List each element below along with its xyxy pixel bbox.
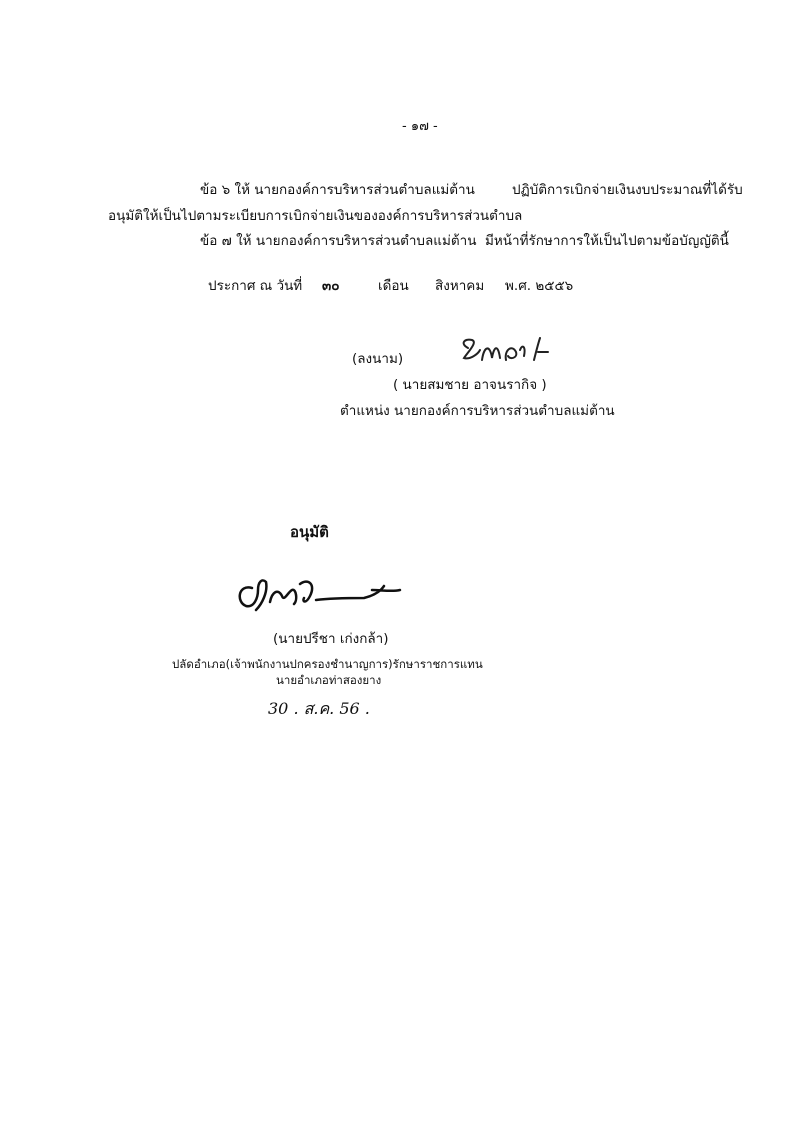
page-number: - ๑๗ - [402,119,438,134]
clause-7-part1: ข้อ ๗ ให้ นายกองค์การบริหารส่วนตำบลแม่ต้าน [200,233,477,249]
signature-approver [232,568,402,618]
approver-position-line2: นายอำเภอท่าสองยาง [276,673,382,687]
approver-position-line1: ปลัดอำเภอ(เจ้าพนักงานปกครองชำนาญการ)รักษาราชการแทน [172,657,483,671]
announcement-month: สิงหาคม [435,278,485,294]
handwritten-date: 30 . ส.ค. 56 . [268,699,370,718]
signatory-position: ตำแหน่ง นายกองค์การบริหารส่วนตำบลแม่ต้าน [340,403,615,419]
announcement-year: พ.ศ. ๒๕๕๖ [505,278,574,294]
signature-mayor [458,330,558,372]
clause-6-line1-part1: ข้อ ๖ ให้ นายกองค์การบริหารส่วนตำบลแม่ต้าน [200,182,475,198]
signatory-name: ( นายสมชาย อาจนรากิจ ) [393,377,547,393]
sign-label: (ลงนาม) [352,351,404,367]
announcement-prefix: ประกาศ ณ วันที่ [208,278,303,294]
clause-6-line1-part2: ปฏิบัติการเบิกจ่ายเงินงบประมาณที่ได้รับ [512,182,743,198]
approver-name: (นายปรีชา เก่งกล้า) [273,631,389,647]
clause-6-line2: อนุมัติให้เป็นไปตามระเบียบการเบิกจ่ายเงินขององค์การบริหารส่วนตำบล [108,208,523,224]
clause-7-part2: มีหน้าที่รักษาการให้เป็นไปตามข้อบัญญัตินี้ [485,233,729,249]
announcement-day: ๓๐ [322,278,340,294]
approval-title: อนุมัติ [290,523,329,541]
announcement-month-label: เดือน [378,278,409,294]
